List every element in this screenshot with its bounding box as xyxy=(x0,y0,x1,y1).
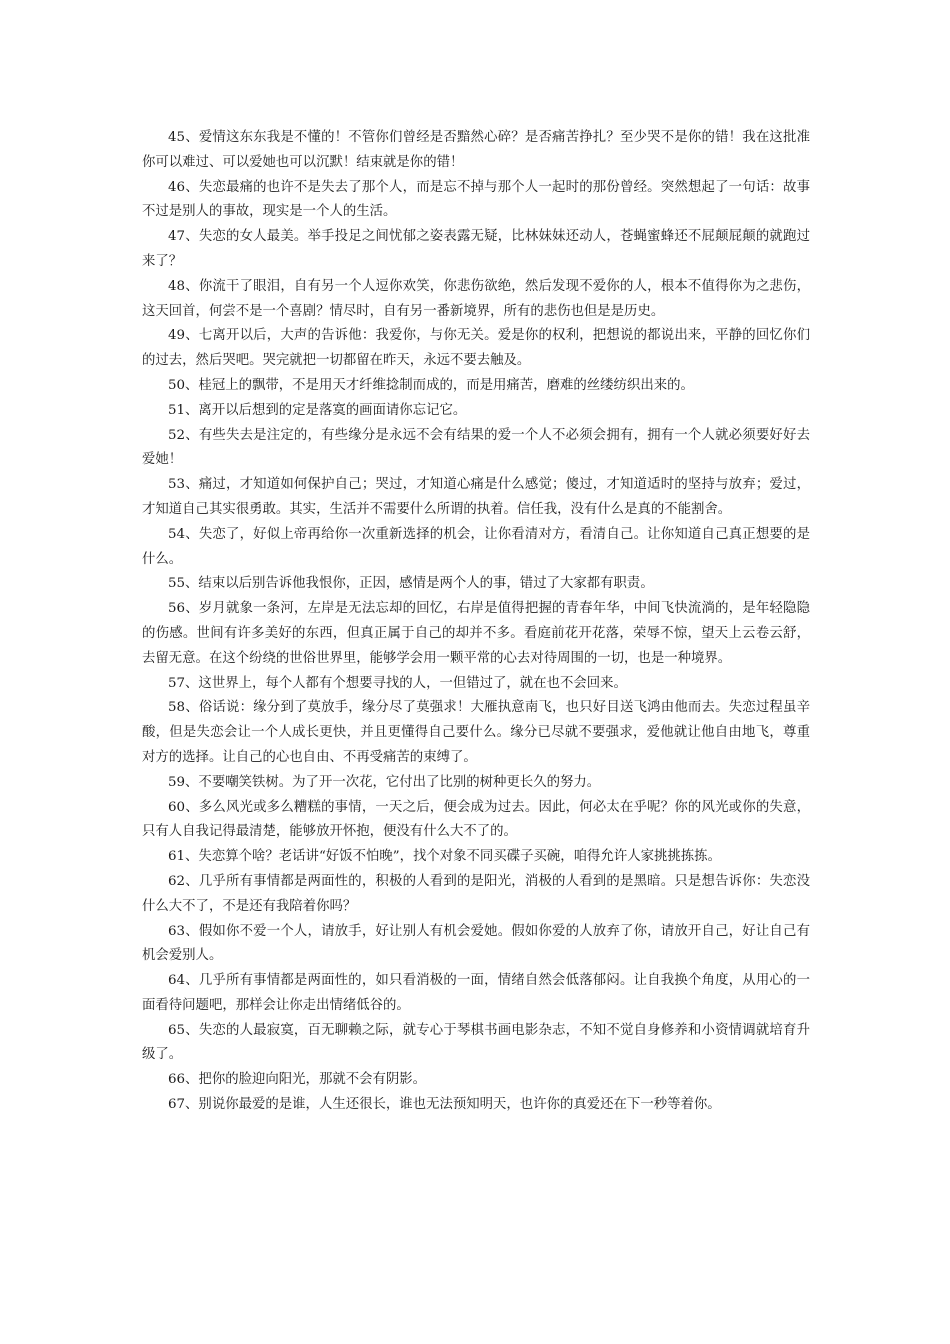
paragraph-66: 66、把你的脸迎向阳光，那就不会有阴影。 xyxy=(168,1072,427,1088)
document-body xyxy=(142,126,810,1118)
paragraph-52: 52、有些失去是注定的，有些缘分是永远不会有结果的爱一个人不必须会拥有，拥有一个人就必须要好好去爱她！ xyxy=(142,427,810,468)
paragraph-62: 62、几乎所有事情都是两面性的，积极的人看到的是阳光，消极的人看到的是黑暗。只是想告诉你：失恋没什么大不了，不是还有我陪着你吗？ xyxy=(142,873,810,914)
paragraph-65: 65、失恋的人最寂寞，百无聊赖之际，就专心于琴棋书画电影杂志，不知不觉自身修养和小资情调就培育升级了。 xyxy=(142,1022,810,1063)
paragraph-63: 63、假如你不爱一个人，请放手，好让别人有机会爱她。假如你爱的人放弃了你，请放开自己，好让自己有机会爱别人。 xyxy=(142,923,810,964)
paragraph-55: 55、结束以后别告诉他我恨你，正因，感情是两个人的事，错过了大家都有职责。 xyxy=(168,576,654,592)
paragraph-47: 47、失恋的女人最美。举手投足之间忧郁之姿表露无疑，比林妹妹还动人，苍蝇蜜蜂还不屁颠屁颠的就跑过来了？ xyxy=(142,229,810,269)
paragraph-54: 54、失恋了，好似上帝再给你一次重新选择的机会，让你看清对方，看清自己。让你知道自己真正想要的是什么。 xyxy=(142,526,810,567)
paragraph-50: 50、桂冠上的飘带，不是用天才纤维捻制而成的，而是用痛苦，磨难的丝缕纺织出来的。 xyxy=(168,377,694,393)
paragraph-60: 60、多么风光或多么糟糕的事情，一天之后，便会成为过去。因此，何必太在乎呢？你的风光或你的失意，只有人自我记得最清楚，能够放开怀抱，便没有什么大不了的。 xyxy=(142,799,810,840)
paragraph-61: 61、失恋算个啥？老话讲“好饭不怕晚”，找个对象不同买碟子买碗，咱得允许人家挑挑拣拣。 xyxy=(168,849,721,865)
paragraph-58: 58、俗话说：缘分到了莫放手，缘分尽了莫强求！大雁执意南飞，也只好目送飞鸿由他而去。失恋过程虽辛酸，但是失恋会让一个人成长更快，并且更懂得自己要什么。缘分已尽就不要强求，爱他就让他自由地飞，尊重对方的选择。让自己的心也自由、不再受痛苦的束缚了。 xyxy=(142,700,810,765)
paragraph-48: 48、你流干了眼泪，自有另一个人逗你欢笑，你悲伤欲绝，然后发现不爱你的人，根本不值得你为之悲伤，这天回首，何尝不是一个喜剧？情尽时，自有另一番新境界，所有的悲伤也但是是历史。 xyxy=(142,278,810,319)
paragraph-59: 59、不要嘲笑铁树。为了开一次花，它付出了比别的树种更长久的努力。 xyxy=(168,774,601,790)
paragraph-46: 46、失恋最痛的也许不是失去了那个人，而是忘不掉与那个人一起时的那份曾经。突然想起了一句话：故事不过是别人的事故，现实是一个人的生活。 xyxy=(142,179,810,220)
paragraph-51: 51、离开以后想到的定是落寞的画面请你忘记它。 xyxy=(168,402,467,418)
paragraph-53: 53、痛过，才知道如何保护自己；哭过，才知道心痛是什么感觉；傻过，才知道适时的坚持与放弃；爱过，才知道自己其实很勇敢。其实，生活并不需要什么所谓的执着。信任我，没有什么是真的不能割舍。 xyxy=(142,477,810,517)
paragraph-64: 64、几乎所有事情都是两面性的，如只看消极的一面，情绪自然会低落郁闷。让自我换个角度，从用心的一面看待问题吧，那样会让你走出情绪低谷的。 xyxy=(142,973,810,1013)
paragraph-56: 56、岁月就象一条河，左岸是无法忘却的回忆，右岸是值得把握的青春年华，中间飞快流淌的，是年轻隐隐的伤感。世间有许多美好的东西，但真正属于自己的却并不多。看庭前花开花落，荣辱不惊，望天上云卷云舒，去留无意。在这个纷绕的世俗世界里，能够学会用一颗平常的心去对待周围的一切，也是一种境界。 xyxy=(142,601,810,666)
paragraph-49: 49、七离开以后，大声的告诉他：我爱你，与你无关。爱是你的权利，把想说的都说出来，平静的回忆你们的过去，然后哭吧。哭完就把一切都留在昨天，永远不要去触及。 xyxy=(142,328,810,369)
paragraph-45: 45、爱情这东东我是不懂的！不管你们曾经是否黯然心碎？是否痛苦挣扎？至少哭不是你的错！我在这批准你可以难过、可以爱她也可以沉默！结束就是你的错！ xyxy=(142,130,810,170)
paragraph-57: 57、这世界上，每个人都有个想要寻找的人，一但错过了，就在也不会回来。 xyxy=(168,675,627,691)
paragraph-67: 67、别说你最爱的是谁，人生还很长，谁也无法预知明天，也许你的真爱还在下一秒等着你。 xyxy=(168,1097,721,1113)
